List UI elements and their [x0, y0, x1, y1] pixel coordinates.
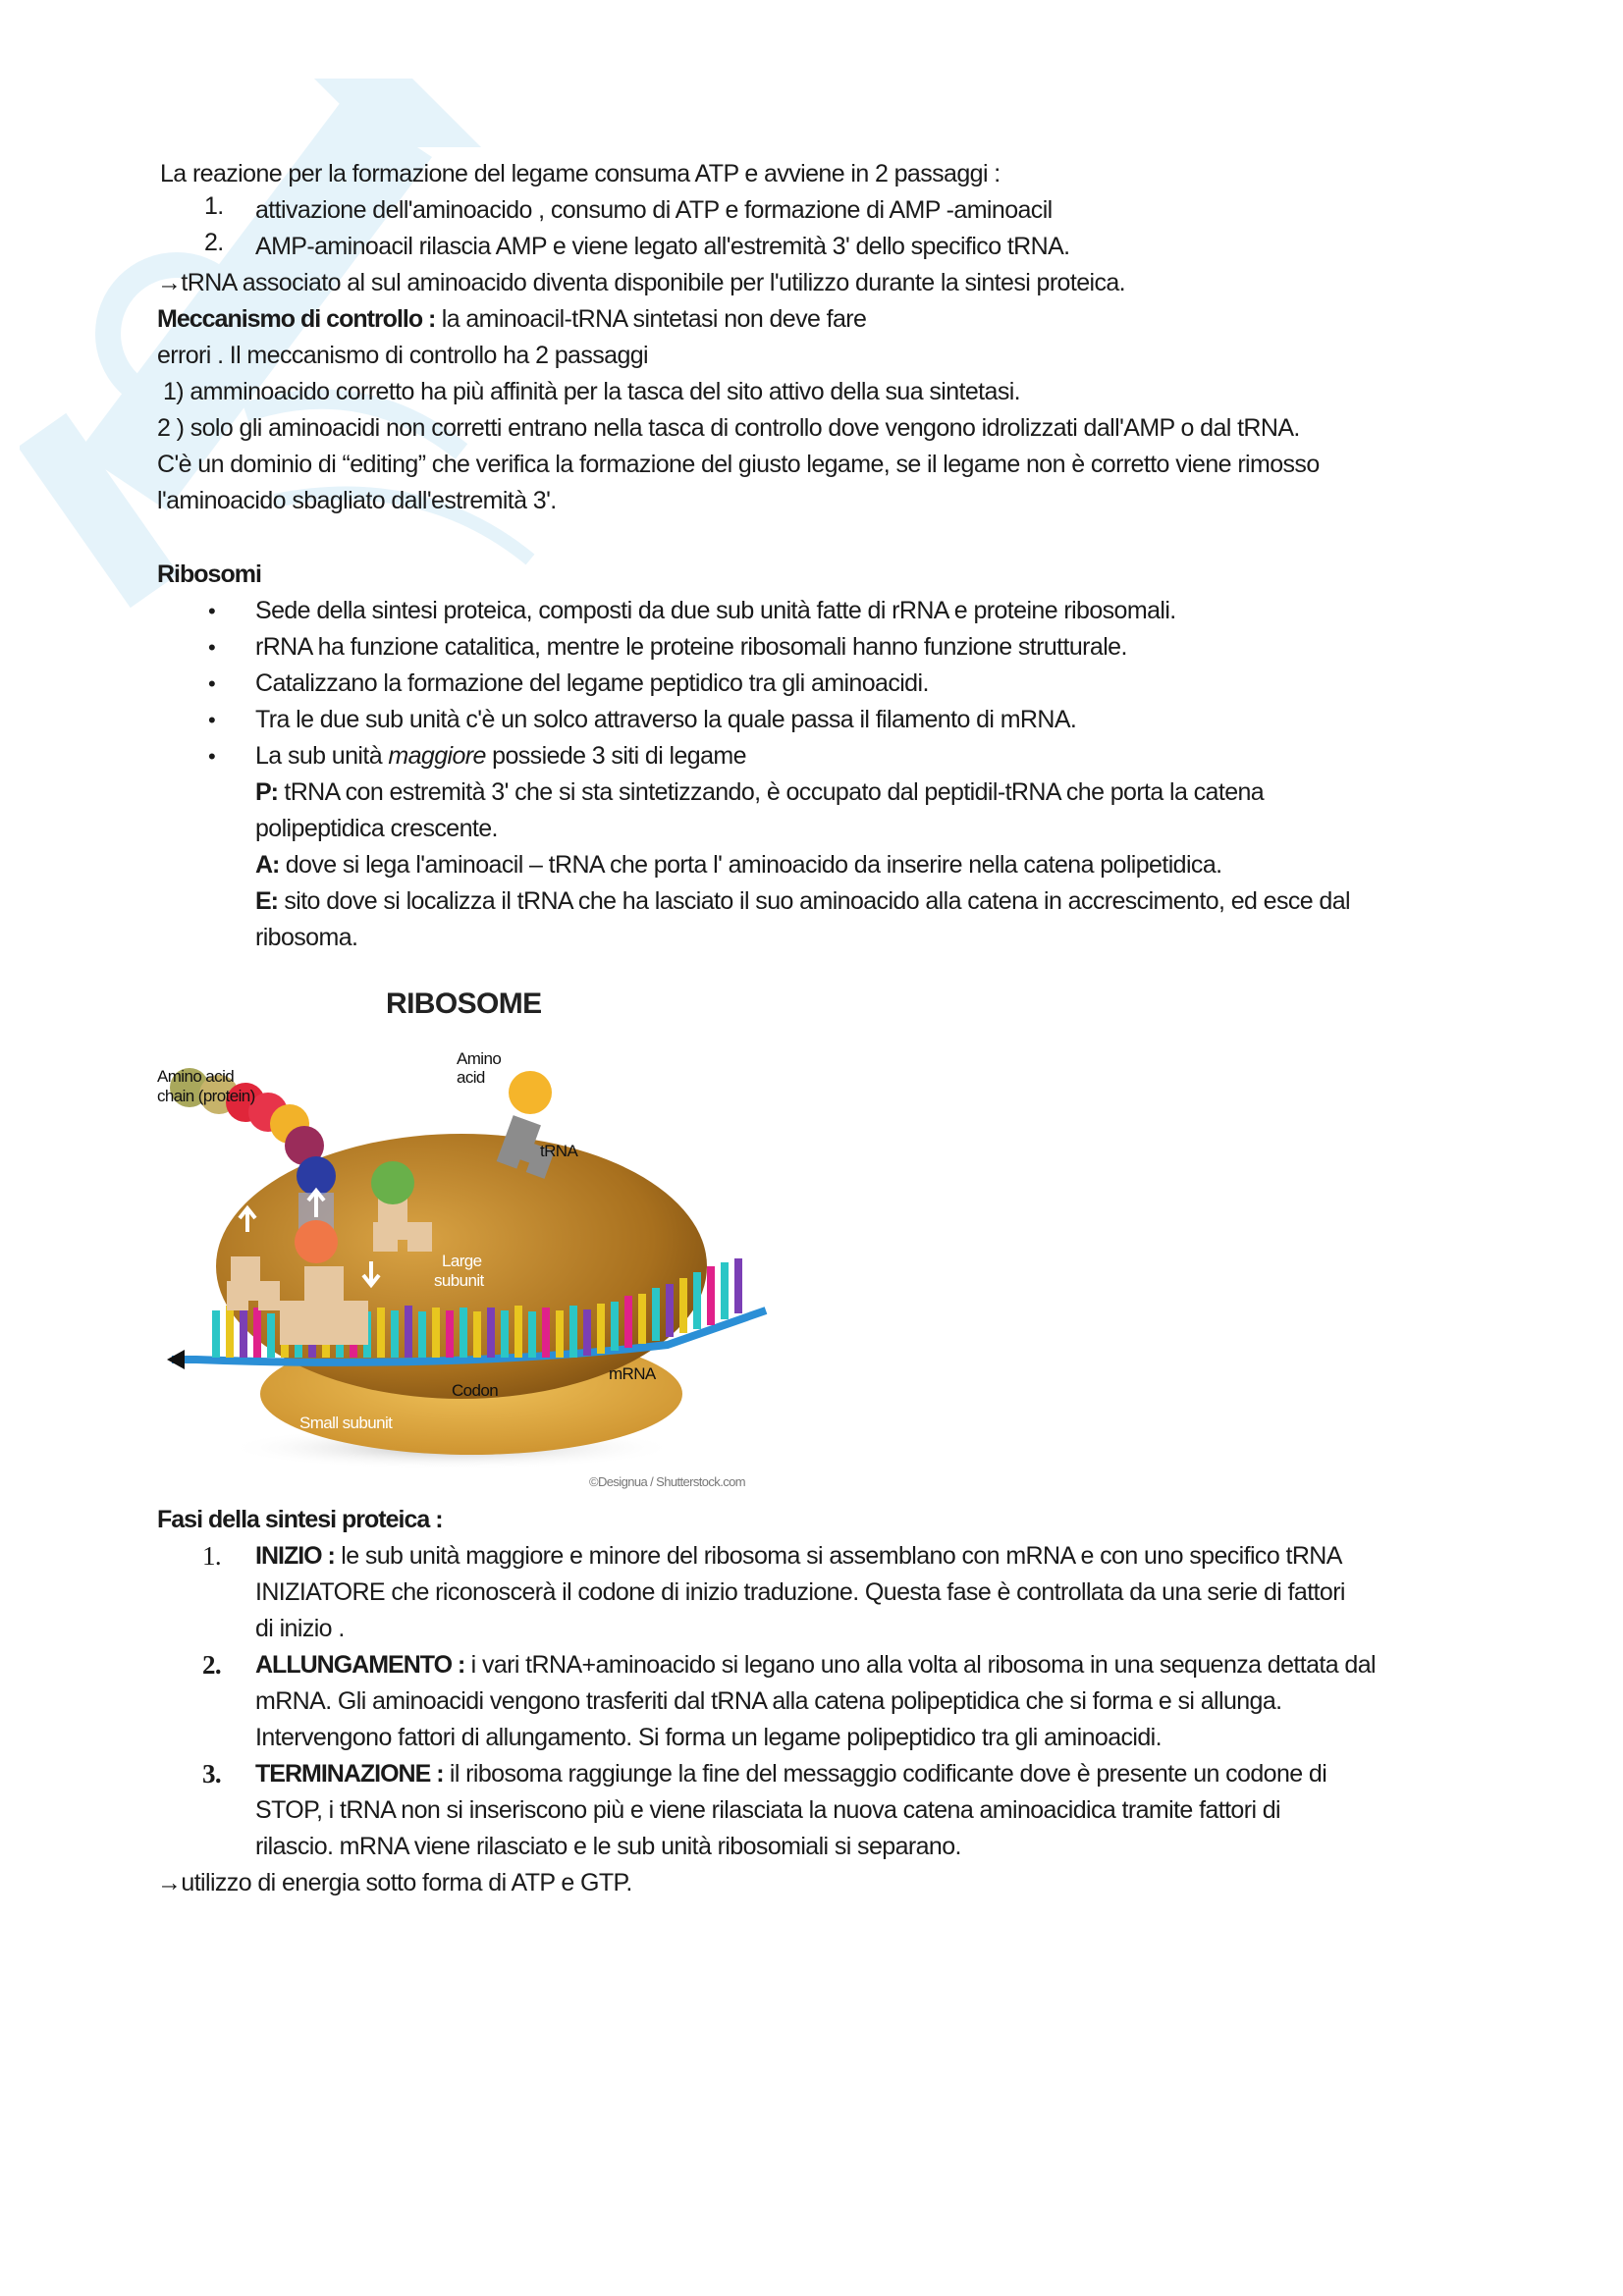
bullet-icon: • [208, 708, 216, 732]
mrna-arrow-icon [167, 1350, 185, 1369]
phase-label: INIZIO : [255, 1542, 335, 1570]
phase-text: mRNA. Gli aminoacidi vengono trasferiti dal tRNA alla catena polipeptidica che si forma e si allunga. [255, 1687, 1282, 1715]
step-text: attivazione dell'aminoacido , consumo di ATP e formazione di AMP -aminoacil [255, 196, 1053, 224]
control-line [157, 301, 866, 338]
label-large: Large [442, 1252, 482, 1270]
bullet-item: Catalizzano la formazione del legame peptidico tra gli aminoacidi. [255, 669, 929, 697]
intro-line: La reazione per la formazione del legame consuma ATP e avviene in 2 passaggi : [160, 160, 1001, 187]
phase-label: ALLUNGAMENTO : [255, 1651, 465, 1679]
figure-credit: ©Designua / Shutterstock.com [589, 1474, 745, 1489]
ribosomi-title: Ribosomi [157, 561, 261, 588]
label-chain: chain (protein) [157, 1087, 255, 1105]
site-e-cont: ribosoma. [255, 924, 358, 951]
control-text: la aminoacil-tRNA sintetasi non deve fare [441, 305, 867, 333]
label-amino: Amino [457, 1049, 502, 1068]
phase-text: INIZIATORE che riconoscerà il codone di inizio traduzione. Questa fase è controllata da una serie di fattori [255, 1578, 1345, 1606]
phase-number: 3. [202, 1759, 222, 1789]
label-small: Small subunit [299, 1414, 393, 1432]
editing-line-1: C'è un dominio di “editing” che verifica la formazione del giusto legame, se il legame non è corretto viene rimosso [157, 451, 1320, 478]
site-p-cont: polipeptidica crescente. [255, 815, 498, 842]
bullet-item: rRNA ha funzione catalitica, mentre le proteine ribosomali hanno funzione strutturale. [255, 633, 1127, 661]
fasi-title: Fasi della sintesi proteica : [157, 1506, 443, 1533]
phase-terminazione [255, 1756, 1326, 1792]
label-chain: Amino acid [157, 1067, 235, 1086]
phase-text: il ribosoma raggiunge la fine del messaggio codificante dove è presente un codone di [449, 1760, 1327, 1788]
site-label: A: [255, 851, 280, 879]
site-text: tRNA con estremità 3' che si sta sintetizzando, è occupato dal peptidil-tRNA che porta la catena [284, 778, 1265, 806]
control-text-cont: errori . Il meccanismo di controllo ha 2 passaggi [157, 342, 649, 369]
amino-acid-icon [295, 1220, 338, 1263]
ribosome-figure [157, 972, 805, 1502]
step-text: AMP-aminoacil rilascia AMP e viene legato all'estremità 3' dello specifico tRNA. [255, 233, 1070, 260]
phase-number: 2. [202, 1650, 222, 1680]
phase-text: le sub unità maggiore e minore del ribosoma si assemblano con mRNA e con uno specifico tRNA [341, 1542, 1342, 1570]
phase-text: STOP, i tRNA non si inseriscono più e viene rilasciata la nuova catena aminoacidica tramite fattori di [255, 1796, 1281, 1824]
label-large: subunit [434, 1271, 484, 1290]
bullet-emphasis: maggiore [388, 742, 486, 770]
site-text: sito dove si localizza il tRNA che ha lasciato il suo aminoacido alla catena in accrescimento, ed esce dal [284, 887, 1350, 915]
phase-text: di inizio . [255, 1615, 345, 1642]
bullet-icon: • [208, 599, 216, 623]
site-text: dove si lega l'aminoacil – tRNA che porta l' aminoacido da inserire nella catena polipetidica. [285, 851, 1222, 879]
control-title: Meccanismo di controllo : [157, 305, 436, 333]
free-amino-acid-icon [509, 1071, 552, 1114]
site-label: E: [255, 887, 278, 915]
label-trna: tRNA [540, 1142, 578, 1160]
phase-allungamento [255, 1647, 1376, 1683]
label-codon: Codon [452, 1381, 499, 1400]
phase-inizio [255, 1538, 1342, 1575]
phase-text: i vari tRNA+aminoacido si legano uno alla volta al ribosoma in una sequenza dettata dal [470, 1651, 1376, 1679]
phase-number: 1. [202, 1541, 222, 1571]
figure-title: RIBOSOME [386, 988, 542, 1020]
bullet-item-subunit [255, 738, 746, 774]
site-p [255, 774, 1264, 811]
bullet-icon: • [208, 744, 216, 769]
phase-text: rilascio. mRNA viene rilasciato e le sub unità ribosomiali si separano. [255, 1833, 961, 1860]
energy-note: →utilizzo di energia sotto forma di ATP e GTP. [157, 1869, 632, 1896]
phase-text: Intervengono fattori di allungamento. Si forma un legame polipeptidico tra gli aminoacidi. [255, 1724, 1162, 1751]
site-e [255, 883, 1350, 920]
step-number: 1. [204, 192, 224, 220]
control-point-2: 2 ) solo gli aminoacidi non corretti entrano nella tasca di controllo dove vengono idrolizzati dall'AMP o dal tRNA. [157, 414, 1300, 442]
control-point-1: 1) amminoacido corretto ha più affinità per la tasca del sito attivo della sua sintetasi. [163, 378, 1021, 405]
arrow-note: →tRNA associato al sul aminoacido diventa disponibile per l'utilizzo durante la sintesi proteica. [157, 269, 1126, 296]
editing-line-2: l'aminoacido sbagliato dall'estremità 3'. [157, 487, 557, 514]
bullet-item: Tra le due sub unità c'è un solco attraverso la quale passa il filamento di mRNA. [255, 706, 1077, 733]
phase-label: TERMINAZIONE : [255, 1760, 444, 1788]
site-label: P: [255, 778, 278, 806]
label-amino: acid [457, 1068, 485, 1087]
step-number: 2. [204, 229, 224, 256]
bullet-text: La sub unità [255, 742, 389, 770]
bullet-icon: • [208, 671, 216, 696]
ribosomi-heading [157, 557, 261, 593]
amino-acid-icon [371, 1161, 414, 1204]
bullet-icon: • [208, 635, 216, 660]
fasi-heading [157, 1502, 443, 1538]
label-mrna: mRNA [609, 1364, 656, 1383]
bullet-text: possiede 3 siti di legame [485, 742, 746, 770]
site-a [255, 847, 1221, 883]
bullet-item: Sede della sintesi proteica, composti da due sub unità fatte di rRNA e proteine ribosomali. [255, 597, 1176, 624]
